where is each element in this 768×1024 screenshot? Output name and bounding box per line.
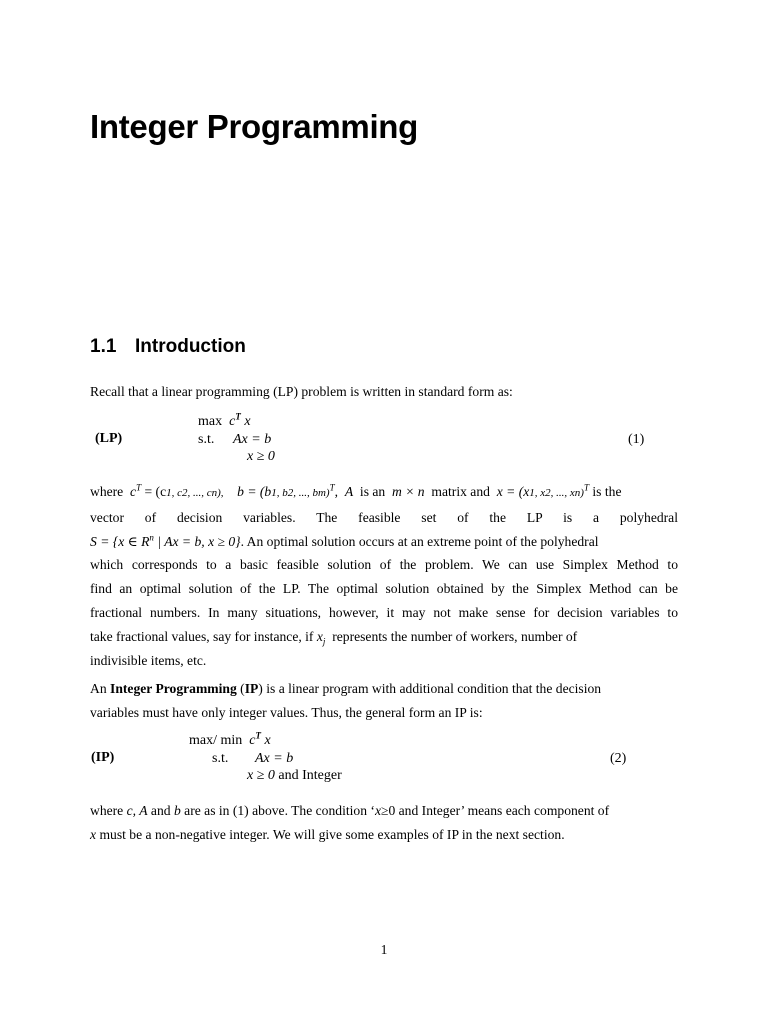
intro-paragraph: Recall that a linear programming (LP) problem is written in standard form as: <box>90 384 513 399</box>
para1-line7: take fractional values, say for instance, if $x_j$ represents the number of workers, number of <box>90 628 578 647</box>
para1-line8: indivisible items, etc. <box>90 652 207 668</box>
lp-label: (LP) <box>95 431 123 446</box>
ip-label: (IP) <box>91 750 115 765</box>
lp-objective: $\max c^T$ x <box>198 411 251 429</box>
section-heading <box>90 336 246 358</box>
chapter-title: Integer Programming <box>90 108 419 145</box>
ip-explanation-paragraph <box>90 799 678 847</box>
page-number: 1 <box>380 942 388 957</box>
para2-line2: variables must have only integer values. Thus, the general form an IP is: <box>90 704 483 720</box>
ip-definition-paragraph <box>90 677 678 725</box>
para1-line6: fractional numbers. In many situations, however, it may not make sense for decision variables to <box>90 604 678 620</box>
para1-line5: find an optimal solution of the LP. The optimal solution obtained by the Simplex Method can be <box>90 581 678 597</box>
section-title: Introduction <box>135 336 246 357</box>
definition-paragraph <box>90 480 678 672</box>
ip-objective: max/ $\min c^T$ x <box>189 730 271 748</box>
ip-st: s.t. <box>212 751 229 766</box>
lp-st: s.t. <box>198 432 215 447</box>
para2-line1: An Integer Programming (IP) is a linear program with additional condition that the decision <box>90 681 602 696</box>
lp-constraint-nonneg: x ≥ 0 <box>247 449 275 464</box>
section-number: 1.1 <box>90 336 117 357</box>
para3-line1: where c, A and b are as in (1) above. The condition ‘x≥0 and Integer’ means each component of <box>90 803 610 818</box>
para3-line2: x must be a non-negative integer. We will give some examples of IP in the next section. <box>90 826 565 842</box>
para1-line2: vector of decision variables. The feasible set of the LP is a polyhedral <box>90 509 678 525</box>
para1-line1: where $c^T = (c1$, c2, ..., cn), b = (b1, b2, ..., bm)$^T$, A is an m × n matrix and x = (x1, x2, ..., xn)$^T$ is the <box>90 482 622 499</box>
ip-constraint-nonneg: x ≥ 0 and Integer <box>247 768 342 783</box>
ip-equation-number: (2) <box>610 751 627 766</box>
para1-line3: S = {x ∈ $R^n$ | Ax = b, x ≥ 0}. An optimal solution occurs at an extreme point of the polyhedral <box>90 532 599 549</box>
lp-constraint-equality: Ax = b <box>233 432 272 447</box>
ip-constraint-equality: Ax = b <box>255 751 294 766</box>
lp-equation-number: (1) <box>628 432 645 447</box>
para1-line4: which corresponds to a basic feasible solution of the problem. We can use Simplex Method to <box>90 557 678 573</box>
